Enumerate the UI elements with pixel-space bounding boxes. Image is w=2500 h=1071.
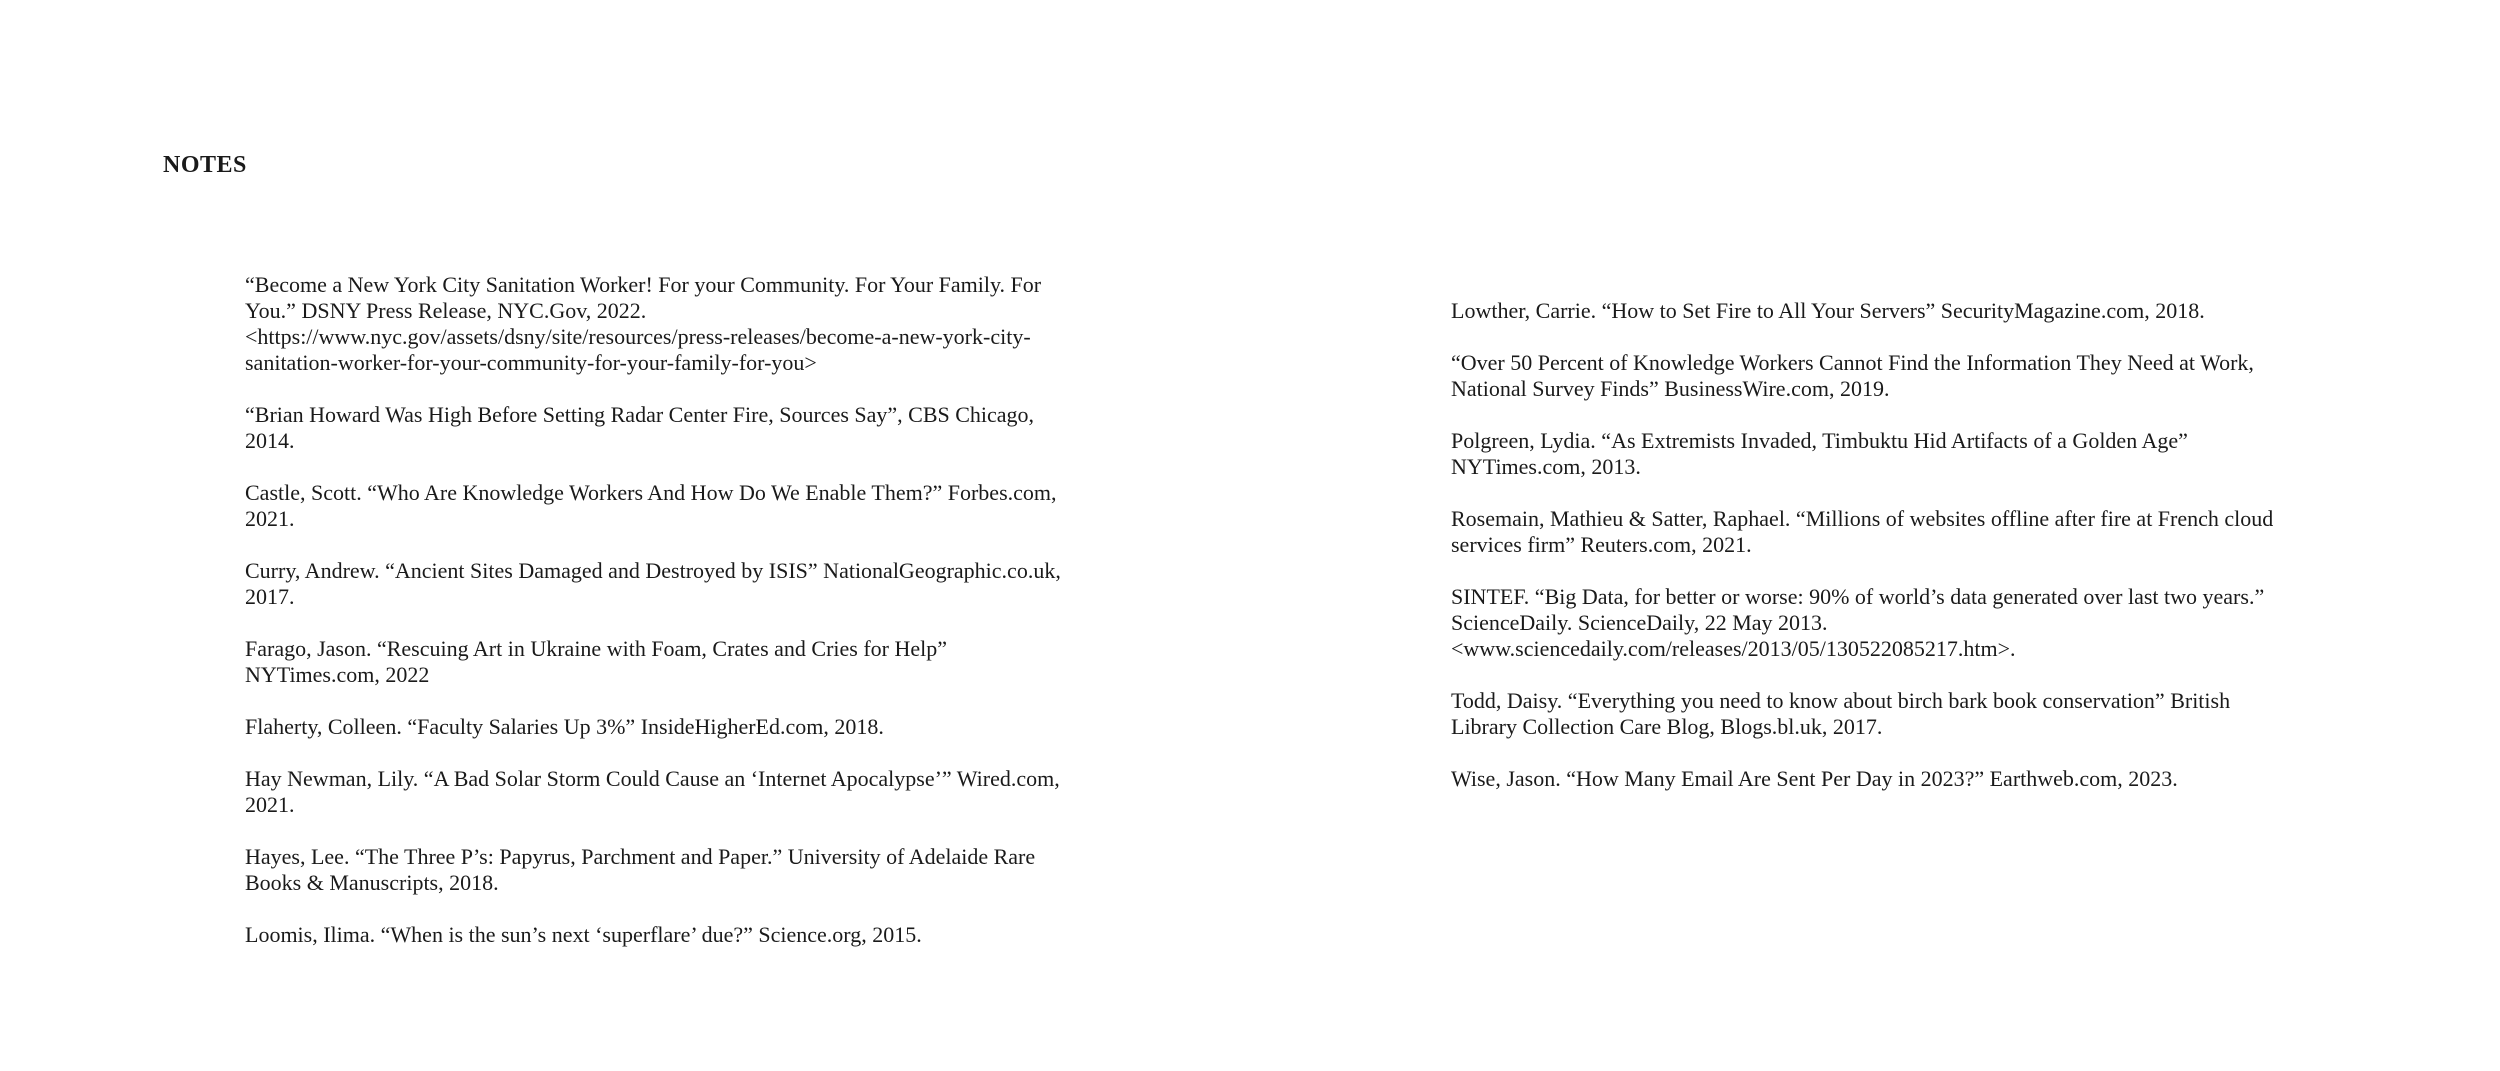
note-entry: Todd, Daisy. “Everything you need to know about birch bark book conservation” British Library Collection Care Blog, Blogs.bl.uk, 2017.	[1451, 688, 2231, 739]
note-entry: “Brian Howard Was High Before Setting Radar Center Fire, Sources Say”, CBS Chicago, 2014.	[245, 402, 1035, 453]
note-entry: Flaherty, Colleen. “Faculty Salaries Up 3%” InsideHigherEd.com, 2018.	[245, 714, 884, 739]
note-entry: Wise, Jason. “How Many Email Are Sent Per Day in 2023?” Earthweb.com, 2023.	[1451, 766, 2178, 791]
note-entry: Rosemain, Mathieu & Satter, Raphael. “Millions of websites offline after fire at French cloud services firm” Reuters.com, 2021.	[1451, 506, 2274, 557]
note-entry: Farago, Jason. “Rescuing Art in Ukraine with Foam, Crates and Cries for Help” NYTimes.com, 2022	[245, 636, 948, 687]
note-entry: “Over 50 Percent of Knowledge Workers Cannot Find the Information They Need at Work, National Survey Finds” BusinessWire.com, 2019.	[1451, 350, 2254, 401]
note-entry: Polgreen, Lydia. “As Extremists Invaded, Timbuktu Hid Artifacts of a Golden Age” NYTimes.com, 2013.	[1451, 428, 2188, 479]
page-title: NOTES	[163, 152, 247, 178]
note-entry: Hayes, Lee. “The Three P’s: Papyrus, Parchment and Paper.” University of Adelaide Rare Books & Manuscripts, 2018.	[245, 844, 1036, 895]
note-entry: Lowther, Carrie. “How to Set Fire to All Your Servers” SecurityMagazine.com, 2018.	[1451, 298, 2205, 323]
notes-column-left	[245, 272, 1070, 974]
notes-column-right	[1451, 298, 2276, 818]
note-entry: “Become a New York City Sanitation Worker! For your Community. For Your Family. For You.” DSNY Press Release, NYC.Gov, 2022. <https://www.nyc.gov/assets/dsny/site/resources/press-releases/become-a-new-york-city-sanitation-worker-for-your-community-for-your-family-for-you>	[245, 272, 1042, 375]
note-entry: Castle, Scott. “Who Are Knowledge Workers And How Do We Enable Them?” Forbes.com, 2021.	[245, 480, 1057, 531]
note-entry: Hay Newman, Lily. “A Bad Solar Storm Could Cause an ‘Internet Apocalypse’” Wired.com, 2021.	[245, 766, 1060, 817]
note-entry: SINTEF. “Big Data, for better or worse: 90% of world’s data generated over last two years.” ScienceDaily. ScienceDaily, 22 May 2013. <www.sciencedaily.com/releases/2013/05/130522085217.htm>.	[1451, 584, 2265, 661]
note-entry: Loomis, Ilima. “When is the sun’s next ‘superflare’ due?” Science.org, 2015.	[245, 922, 922, 947]
note-entry: Curry, Andrew. “Ancient Sites Damaged and Destroyed by ISIS” NationalGeographic.co.uk, 2017.	[245, 558, 1061, 609]
